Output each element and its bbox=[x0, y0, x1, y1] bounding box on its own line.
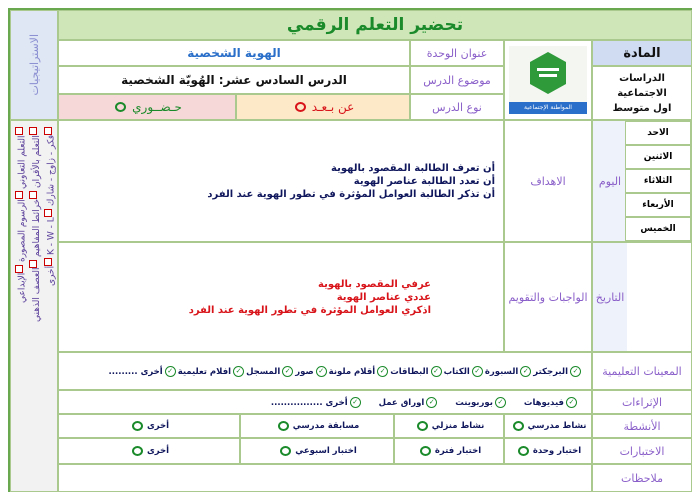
day-sunday[interactable]: الاحد bbox=[625, 121, 691, 145]
aid-option[interactable]: ✓السبورة bbox=[485, 366, 533, 377]
strategies-label: الاستراتيجيات bbox=[27, 34, 41, 96]
test-option-4[interactable]: أخرى bbox=[58, 438, 240, 464]
aid-option[interactable]: ✓أخرى ......... bbox=[109, 366, 178, 377]
page-title: تحضير التعلم الرقمي bbox=[58, 10, 692, 40]
strategy-option[interactable]: فكر - زاوج - شارك bbox=[47, 127, 57, 206]
aids-label: المعينات التعليمية bbox=[592, 352, 692, 390]
remote-label: عن بـعـد bbox=[311, 100, 355, 114]
test-radio-icon bbox=[420, 446, 431, 456]
activity-radio-icon bbox=[278, 421, 289, 431]
day-monday[interactable]: الاثنين bbox=[625, 145, 691, 169]
day-label: اليوم bbox=[593, 121, 627, 241]
subject-line-2: اول متوسط bbox=[612, 102, 672, 114]
unit-label: عنوان الوحدة bbox=[410, 40, 504, 66]
test-radio-icon bbox=[280, 446, 291, 456]
day-block bbox=[592, 120, 692, 242]
homework-label: الواجبات والتقويم bbox=[504, 242, 592, 352]
remote-radio-icon[interactable] bbox=[295, 102, 306, 112]
subject-line-1: الدراسات الاجتماعية bbox=[617, 72, 667, 99]
strategy-option[interactable]: التعلم بالأقران bbox=[32, 127, 42, 188]
activity-radio-icon bbox=[513, 421, 524, 431]
procedure-option[interactable]: ✓فيديوهات bbox=[524, 397, 579, 408]
activity-option-3[interactable]: مسابقة مدرسي bbox=[240, 414, 394, 438]
test-radio-icon bbox=[518, 446, 529, 456]
aids-options bbox=[58, 352, 592, 390]
procedure-option[interactable]: ✓اوراق عمل bbox=[379, 397, 440, 408]
logo bbox=[509, 46, 587, 114]
aid-option[interactable]: ✓الكتاب bbox=[444, 366, 485, 377]
activity-option-2[interactable]: نشاط منزلي bbox=[394, 414, 504, 438]
lesson-type-label: نوع الدرس bbox=[410, 94, 504, 120]
test-option-3[interactable]: اختبار اسبوعي bbox=[240, 438, 394, 464]
subject-value bbox=[592, 66, 692, 120]
in-person-option[interactable] bbox=[58, 94, 236, 120]
procedure-option[interactable]: ✓بوربوينت bbox=[455, 397, 508, 408]
aid-option[interactable]: ✓أقلام ملونة bbox=[329, 366, 391, 377]
subject-header: المادة bbox=[592, 40, 692, 66]
homework-item: عرفي المقصود بالهوية bbox=[318, 278, 431, 290]
objectives-content[interactable] bbox=[58, 120, 504, 242]
activities-label: الأنشطة bbox=[592, 414, 692, 438]
day-tuesday[interactable]: الثلاثاء bbox=[625, 169, 691, 193]
objective-item: أن تذكر الطالبة العوامل المؤثرة في تطور الهوية عند الفرد bbox=[207, 188, 495, 200]
aid-option[interactable]: ✓صور bbox=[295, 366, 328, 377]
homework-item: عددي عناصر الهوية bbox=[336, 291, 431, 303]
day-wednesday[interactable]: الأربعاء bbox=[625, 193, 691, 217]
strategy-option[interactable]: K - W - L bbox=[47, 209, 57, 255]
strategies-list bbox=[15, 127, 55, 487]
strategy-option[interactable]: أخرى bbox=[47, 258, 57, 286]
aid-option[interactable]: ✓البطاقات bbox=[390, 366, 443, 377]
strategy-option[interactable]: العصف الذهني bbox=[32, 260, 42, 323]
aid-option[interactable]: ✓افلام تعليمية bbox=[178, 366, 246, 377]
aid-option[interactable]: ✓المسجل bbox=[246, 366, 295, 377]
test-option-2[interactable]: اختبار فترة bbox=[394, 438, 504, 464]
in-person-label: حـضــوري bbox=[132, 100, 182, 114]
activity-radio-icon bbox=[132, 421, 143, 431]
objective-item: أن تعدد الطالبة عناصر الهوية bbox=[353, 175, 495, 187]
notes-field[interactable] bbox=[58, 464, 592, 492]
logo-cell bbox=[504, 40, 592, 120]
homework-content[interactable] bbox=[58, 242, 504, 352]
procedures-label: الإثراءات bbox=[592, 390, 692, 414]
procedure-option[interactable]: ✓أخرى ................ bbox=[271, 397, 363, 408]
remote-option[interactable] bbox=[236, 94, 410, 120]
aid-option[interactable]: ✓البرجكتر bbox=[533, 366, 583, 377]
day-thursday[interactable]: الخميس bbox=[625, 217, 691, 241]
objective-item: أن تعرف الطالبة المقصود بالهوية bbox=[331, 162, 495, 174]
lesson-plan-sheet bbox=[8, 8, 692, 492]
date-block bbox=[592, 242, 692, 352]
strategies-header bbox=[10, 10, 58, 120]
test-option-1[interactable]: اختبار وحدة bbox=[504, 438, 592, 464]
activity-radio-icon bbox=[417, 421, 428, 431]
topic-value[interactable]: الدرس السادس عشر: الهُويّة الشخصية bbox=[58, 66, 410, 94]
strategy-option[interactable]: التعلم التعاوني bbox=[18, 127, 28, 189]
strategy-option[interactable]: خرائط المفاهيم bbox=[32, 191, 42, 257]
activity-option-1[interactable]: نشاط مدرسي bbox=[504, 414, 592, 438]
book-logo-icon bbox=[509, 46, 587, 102]
tests-label: الاختبارات bbox=[592, 438, 692, 464]
strategies-options bbox=[10, 120, 58, 492]
unit-value[interactable]: الهوية الشخصية bbox=[58, 40, 410, 66]
objectives-label: الاهداف bbox=[504, 120, 592, 242]
date-label: التاريخ bbox=[593, 243, 627, 351]
logo-caption: المواطنة الإجتماعية bbox=[509, 102, 587, 114]
strategy-option[interactable]: الإبداعي bbox=[18, 265, 28, 303]
homework-item: اذكري العوامل المؤثرة في تطور الهوية عند الفرد bbox=[188, 304, 431, 316]
topic-label: موضوع الدرس bbox=[410, 66, 504, 94]
notes-label: ملاحظات bbox=[592, 464, 692, 492]
in-person-radio-icon[interactable] bbox=[115, 102, 126, 112]
procedures-options bbox=[58, 390, 592, 414]
test-radio-icon bbox=[132, 446, 143, 456]
strategy-option[interactable]: الرسوم المصورة bbox=[18, 191, 28, 262]
activity-option-4[interactable]: أخرى bbox=[58, 414, 240, 438]
